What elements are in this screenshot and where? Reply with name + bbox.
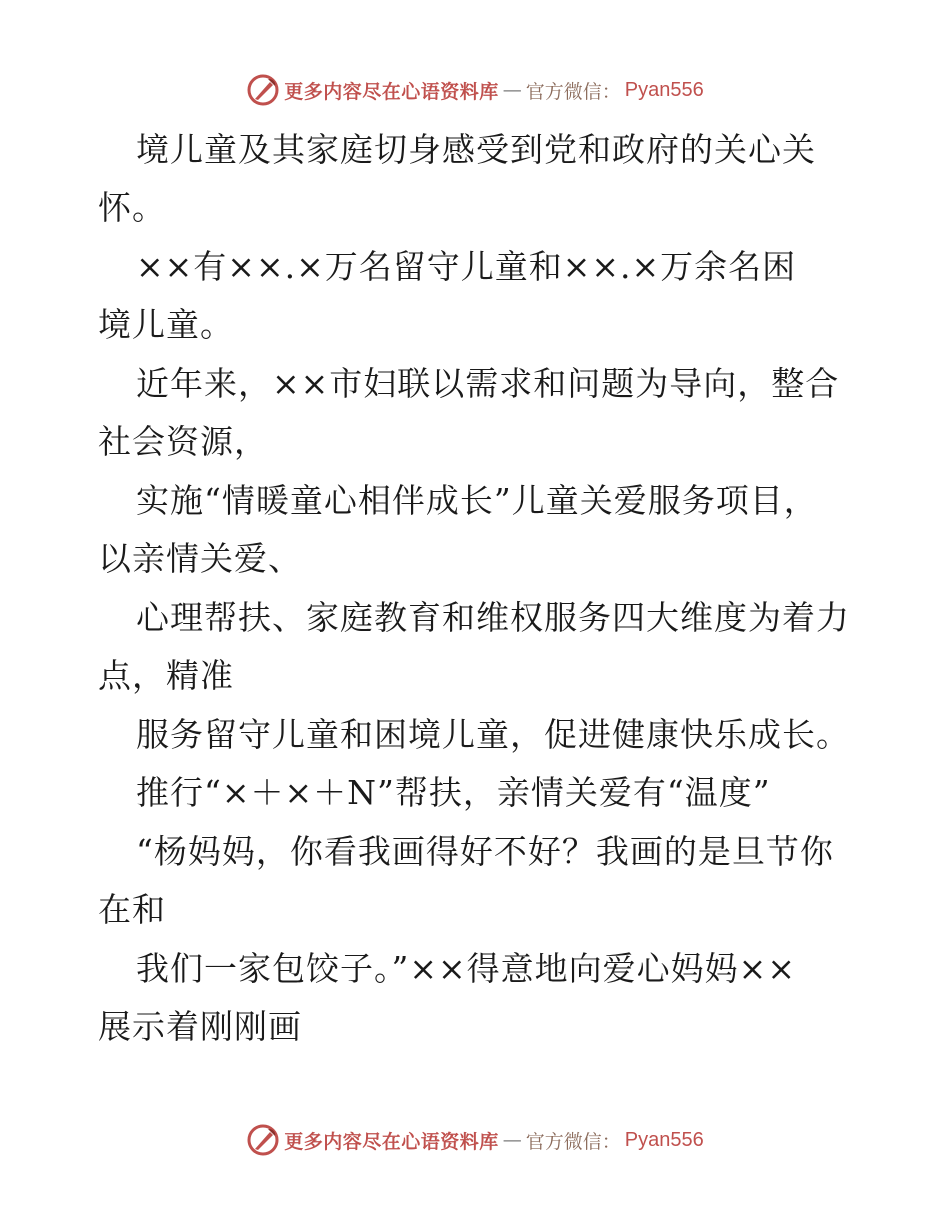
text-line: 展示着刚刚画 [98, 1007, 302, 1046]
footer-banner-content [246, 1123, 704, 1157]
text-line: 心理帮扶、家庭教育和维权服务四大维度为着力 [136, 598, 850, 637]
text-line: 实施“情暖童心相伴成长”儿童关爱服务项目， [136, 481, 818, 520]
text-line: 以亲情关爱、 [98, 539, 302, 578]
text-line: ××有××.×万名留守儿童和××.×万余名困 [136, 247, 797, 286]
text-line: “杨妈妈，你看我画得好不好？我画的是旦节你 [136, 832, 834, 871]
banner-separator: — [502, 1129, 522, 1151]
quill-logo-icon [246, 1123, 280, 1157]
header-banner-content [246, 73, 704, 107]
footer-banner [0, 1120, 950, 1160]
text-line: 点，精准 [98, 656, 234, 695]
quill-logo-icon [246, 73, 280, 107]
text-line: 近年来，××市妇联以需求和问题为导向，整合 [136, 364, 840, 403]
wechat-id: Pyan556 [624, 1128, 704, 1151]
banner-separator: — [502, 79, 522, 101]
site-name: 更多内容尽在心语资料库 [284, 1130, 499, 1153]
text-line: 怀。 [98, 188, 166, 227]
text-line: 我们一家包饺子。”××得意地向爱心妈妈×× [136, 949, 796, 988]
text-line: 境儿童及其家庭切身感受到党和政府的关心关 [136, 130, 816, 169]
text-line: 社会资源， [98, 422, 268, 461]
site-name: 更多内容尽在心语资料库 [284, 80, 499, 103]
wechat-id: Pyan556 [624, 78, 704, 101]
header-banner [0, 70, 950, 110]
text-line: 推行“×＋×＋N”帮扶，亲情关爱有“温度” [136, 773, 771, 812]
text-line: 在和 [98, 890, 166, 929]
text-line: 服务留守儿童和困境儿童，促进健康快乐成长。 [136, 715, 850, 754]
text-line: 境儿童。 [98, 305, 234, 344]
wechat-label: 官方微信： [525, 1130, 621, 1153]
wechat-label: 官方微信： [525, 80, 621, 103]
